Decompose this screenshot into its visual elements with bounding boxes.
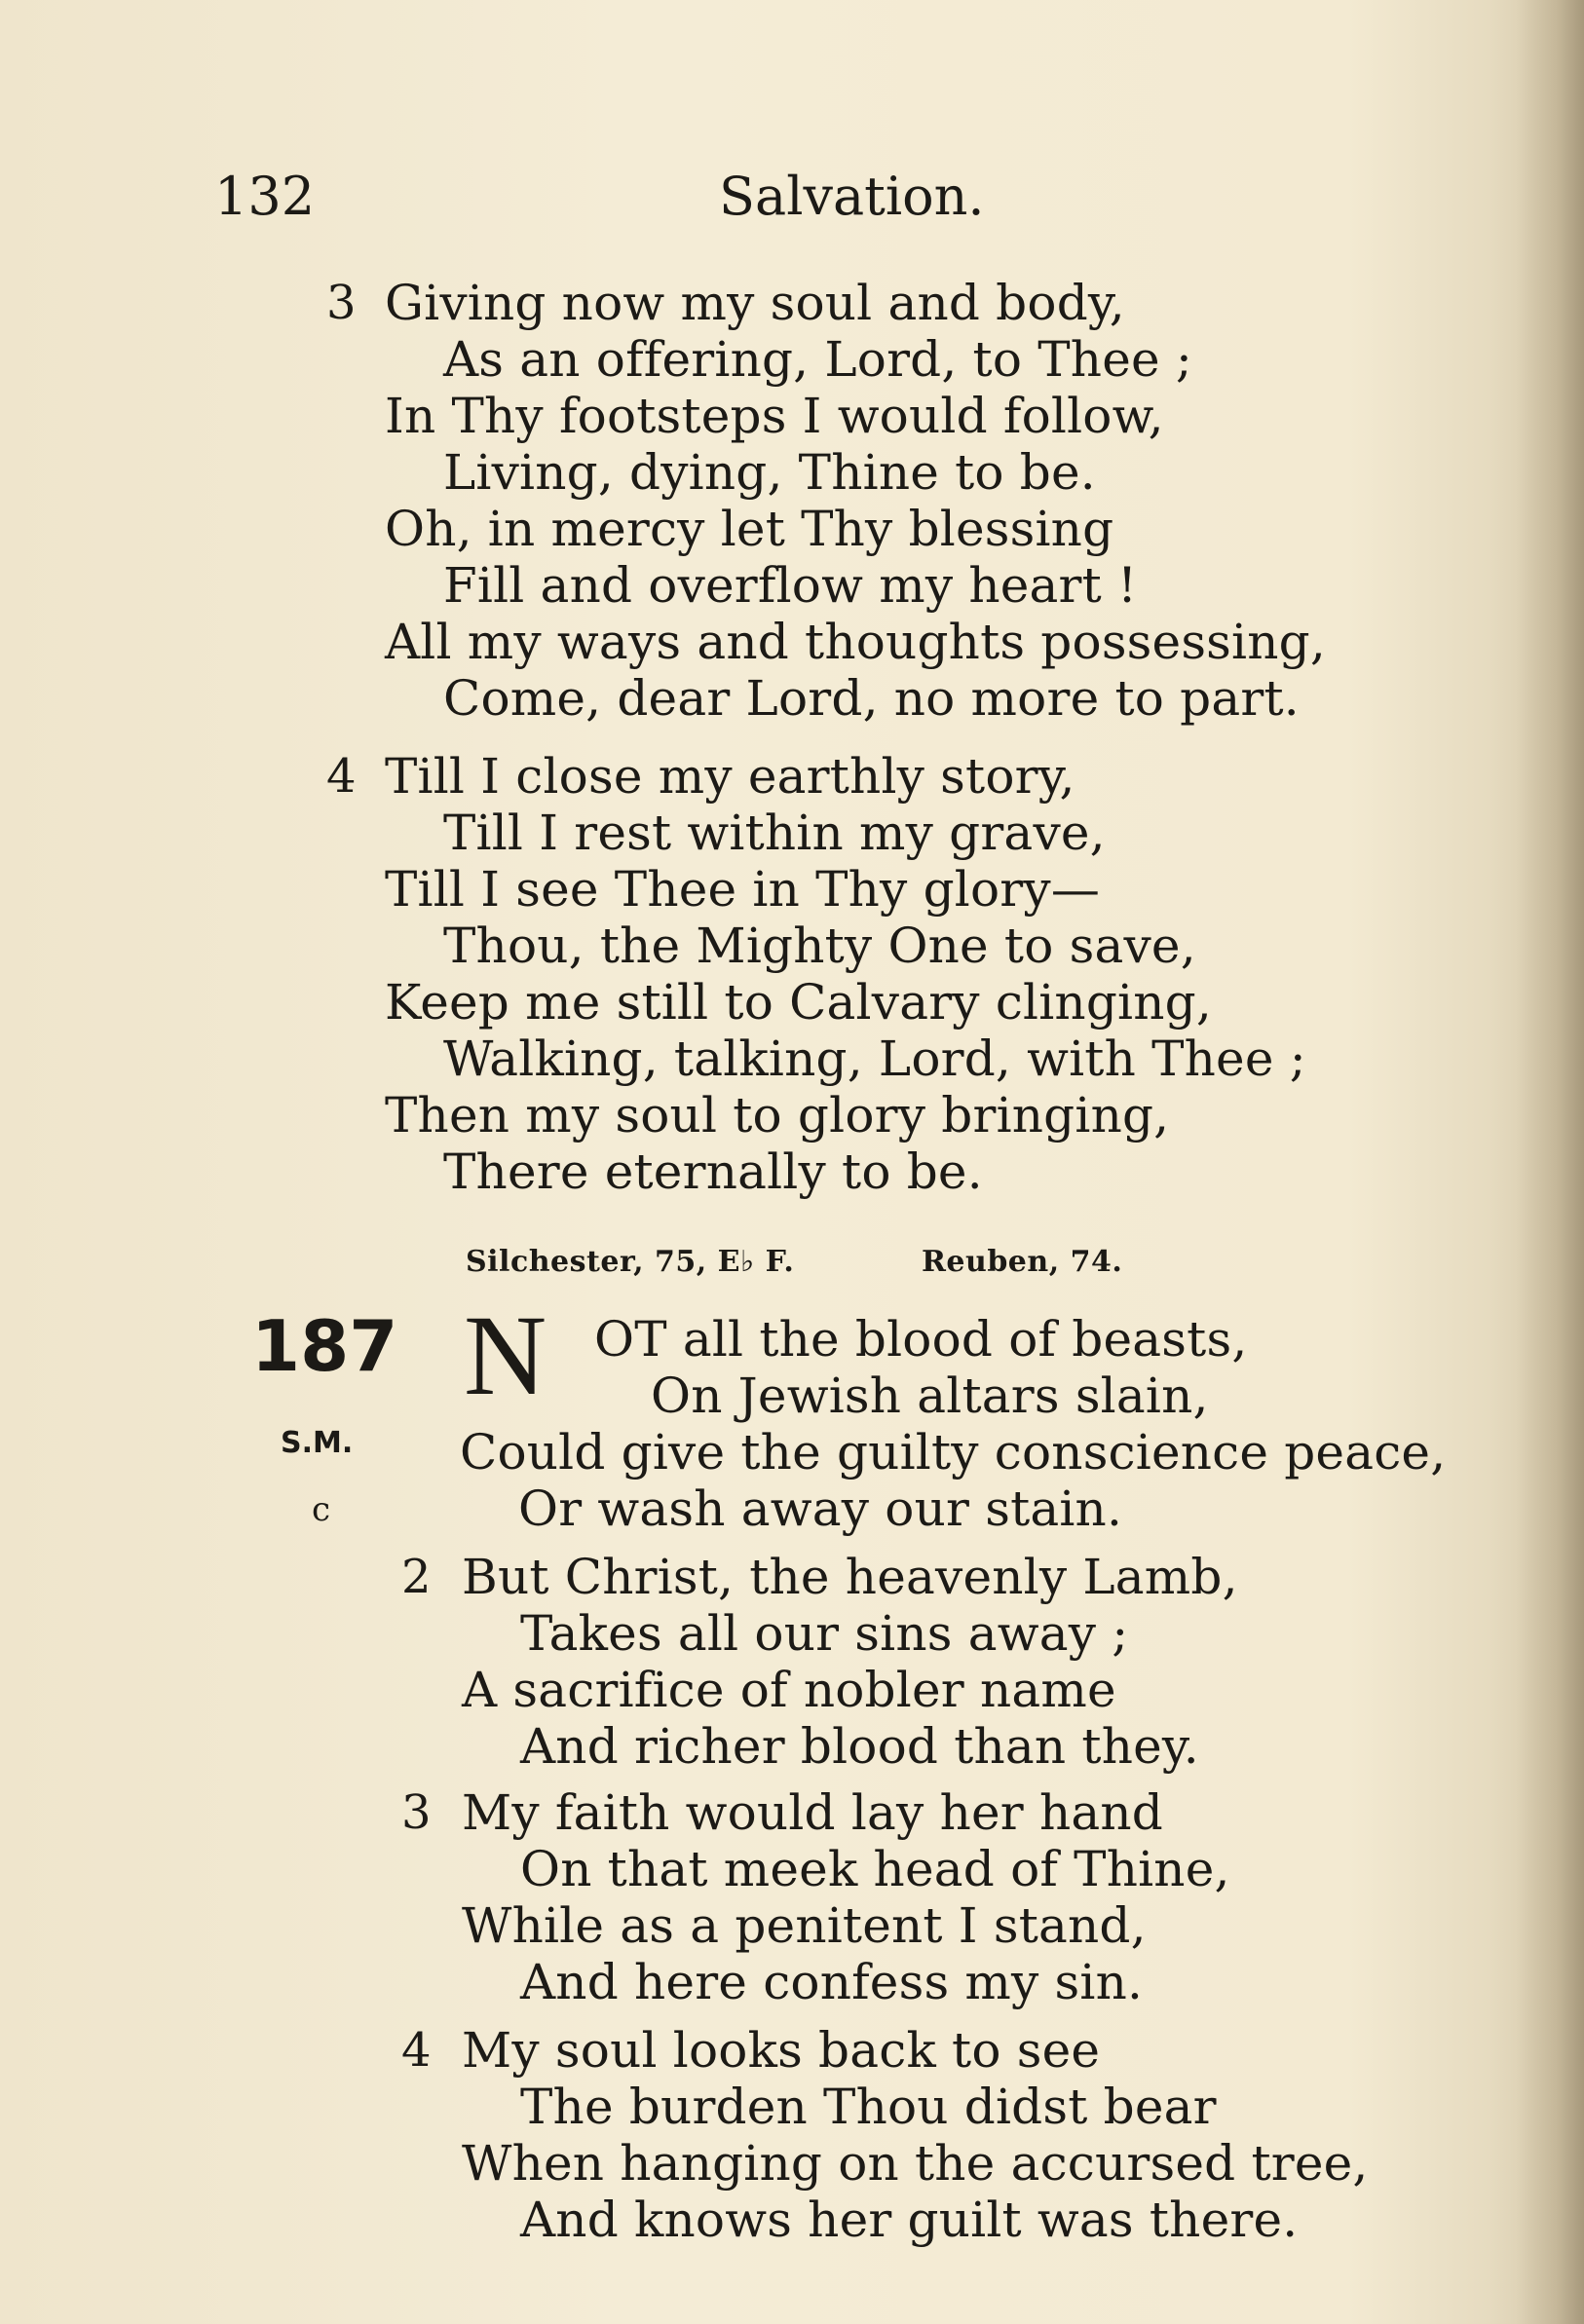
hymn-line: Keep me still to Calvary clinging, xyxy=(385,974,1212,1031)
hymn-number: 187 xyxy=(251,1305,398,1387)
hymn-line: When hanging on the accursed tree, xyxy=(462,2135,1369,2192)
section-title: Salvation. xyxy=(719,166,985,227)
hymn-line: A sacrifice of nobler name xyxy=(462,1662,1116,1718)
hymn-line: Or wash away our stain. xyxy=(518,1481,1123,1537)
hymn-line: All my ways and thoughts possessing, xyxy=(385,614,1326,670)
hymn-line: While as a penitent I stand, xyxy=(462,1897,1147,1954)
hymn-line: As an offering, Lord, to Thee ; xyxy=(443,331,1192,388)
hymn-key: c xyxy=(312,1490,331,1529)
hymn-line: On Jewish altars slain, xyxy=(651,1368,1209,1424)
page-gutter-shadow xyxy=(1516,0,1584,2324)
hymn-line: Till I see Thee in Thy glory— xyxy=(385,861,1101,918)
hymn-line: My faith would lay her hand xyxy=(462,1784,1163,1841)
hymn-line: Could give the guilty conscience peace, xyxy=(460,1424,1447,1481)
hymn-line: In Thy footsteps I would follow, xyxy=(385,388,1164,444)
verse-number: 3 xyxy=(401,1785,432,1840)
verse-number: 4 xyxy=(326,749,357,804)
drop-cap-letter: N xyxy=(464,1292,547,1419)
hymn-line: My soul looks back to see xyxy=(462,2022,1101,2079)
hymn-line: Till I close my earthly story, xyxy=(385,748,1075,805)
hymn-line: And here confess my sin. xyxy=(520,1954,1144,2010)
hymn-line: On that meek head of Thine, xyxy=(520,1841,1230,1897)
hymn-line: Takes all our sins away ; xyxy=(520,1605,1129,1662)
tune-name: Reuben, 74. xyxy=(922,1245,1123,1279)
hymn-meter: S.M. xyxy=(281,1426,354,1460)
verse-number: 3 xyxy=(326,276,357,330)
hymn-line: Then my soul to glory bringing, xyxy=(385,1087,1170,1143)
hymn-line: And richer blood than they. xyxy=(520,1718,1199,1775)
hymn-line: Fill and overflow my heart ! xyxy=(443,557,1138,614)
hymn-line: The burden Thou didst bear xyxy=(520,2079,1217,2135)
page-number: 132 xyxy=(214,166,316,227)
hymn-line: Giving now my soul and body, xyxy=(385,275,1125,331)
hymn-line: Come, dear Lord, no more to part. xyxy=(443,670,1300,727)
hymn-line: Living, dying, Thine to be. xyxy=(443,444,1096,501)
hymn-line: Thou, the Mighty One to save, xyxy=(443,918,1196,974)
hymn-line: Oh, in mercy let Thy blessing xyxy=(385,501,1114,557)
hymn-line: But Christ, the heavenly Lamb, xyxy=(462,1549,1238,1605)
hymn-line: OT all the blood of beasts, xyxy=(594,1311,1248,1368)
verse-number: 4 xyxy=(401,2023,432,2078)
hymn-line: Walking, talking, Lord, with Thee ; xyxy=(443,1031,1306,1087)
verse-number: 2 xyxy=(401,1550,432,1604)
hymn-line: And knows her guilt was there. xyxy=(520,2192,1299,2248)
hymn-line: Till I rest within my grave, xyxy=(443,805,1106,861)
tune-name: Silchester, 75, E♭ F. xyxy=(466,1245,795,1279)
hymn-line: There eternally to be. xyxy=(443,1143,983,1200)
